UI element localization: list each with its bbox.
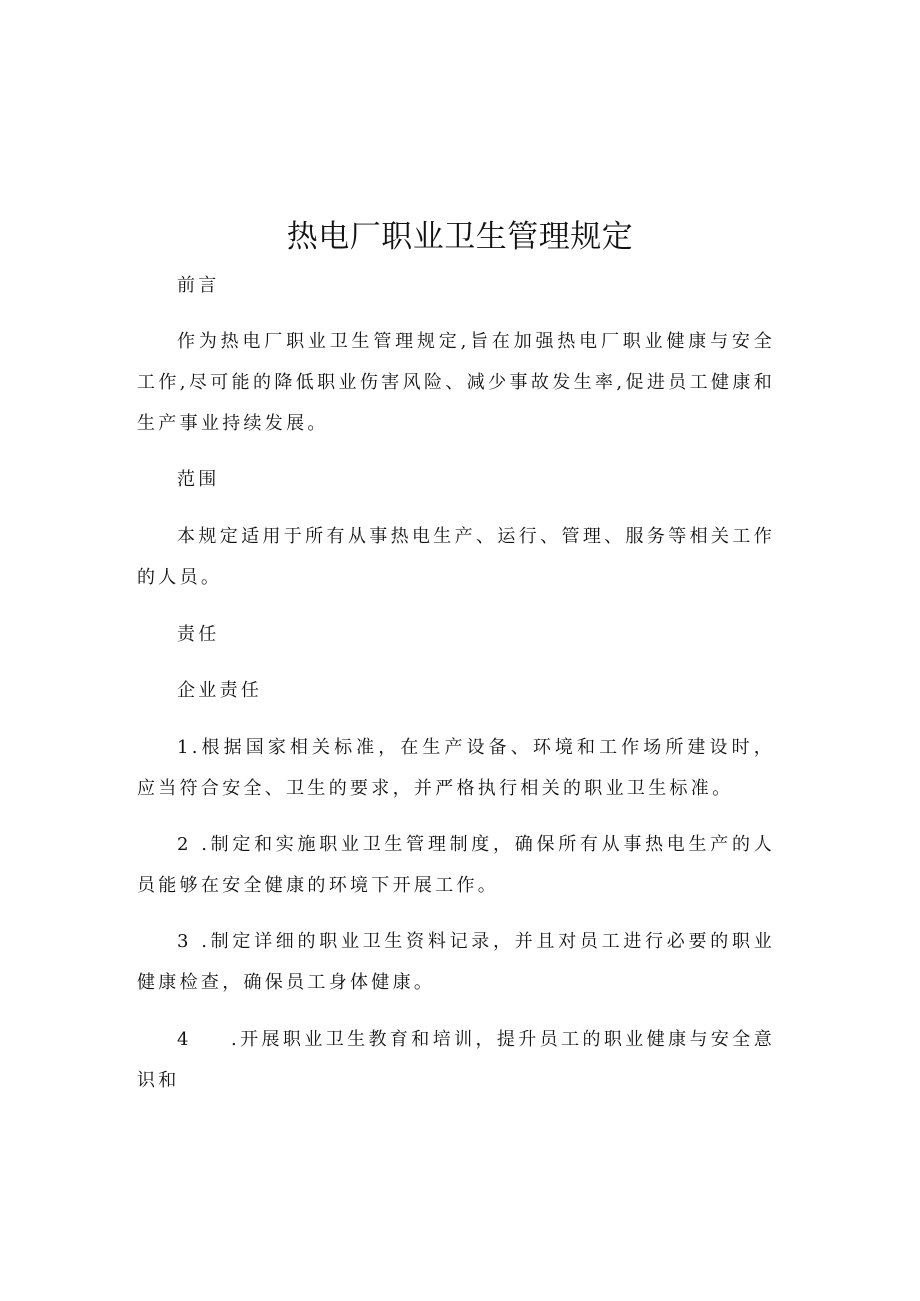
page-title: 热电厂职业卫生管理规定 xyxy=(286,219,634,255)
paragraph-preface: 作为热电厂职业卫生管理规定,旨在加强热电厂职业健康与安全工作,尽可能的降低职业伤害风险、减少事故发生率,促进员工健康和生产事业持续发展。 xyxy=(137,331,775,434)
section-heading-preface: 前言 xyxy=(177,275,220,296)
list-item-4 xyxy=(137,1019,775,1101)
list-item-4-number: 4 xyxy=(177,1029,192,1050)
list-item-2: 2 .制定和实施职业卫生管理制度，确保所有从事热电生产的人员能够在安全健康的环境下开展工作。 xyxy=(137,834,775,896)
list-item-3: 3 .制定详细的职业卫生资料记录，并且对员工进行必要的职业健康检查，确保员工身体健康。 xyxy=(137,931,775,993)
list-item-4-text: .开展职业卫生教育和培训，提升员工的职业健康与安全意识和 xyxy=(137,1029,775,1091)
section-heading-responsibility: 责任 xyxy=(177,624,220,645)
list-item-1: 1.根据国家相关标准，在生产设备、环境和工作场所建设时，应当符合安全、卫生的要求，并严格执行相关的职业卫生标准。 xyxy=(137,737,775,799)
paragraph-scope: 本规定适用于所有从事热电生产、运行、管理、服务等相关工作的人员。 xyxy=(137,526,775,588)
subsection-heading-enterprise: 企业责任 xyxy=(177,680,263,701)
section-heading-scope: 范围 xyxy=(177,469,220,490)
